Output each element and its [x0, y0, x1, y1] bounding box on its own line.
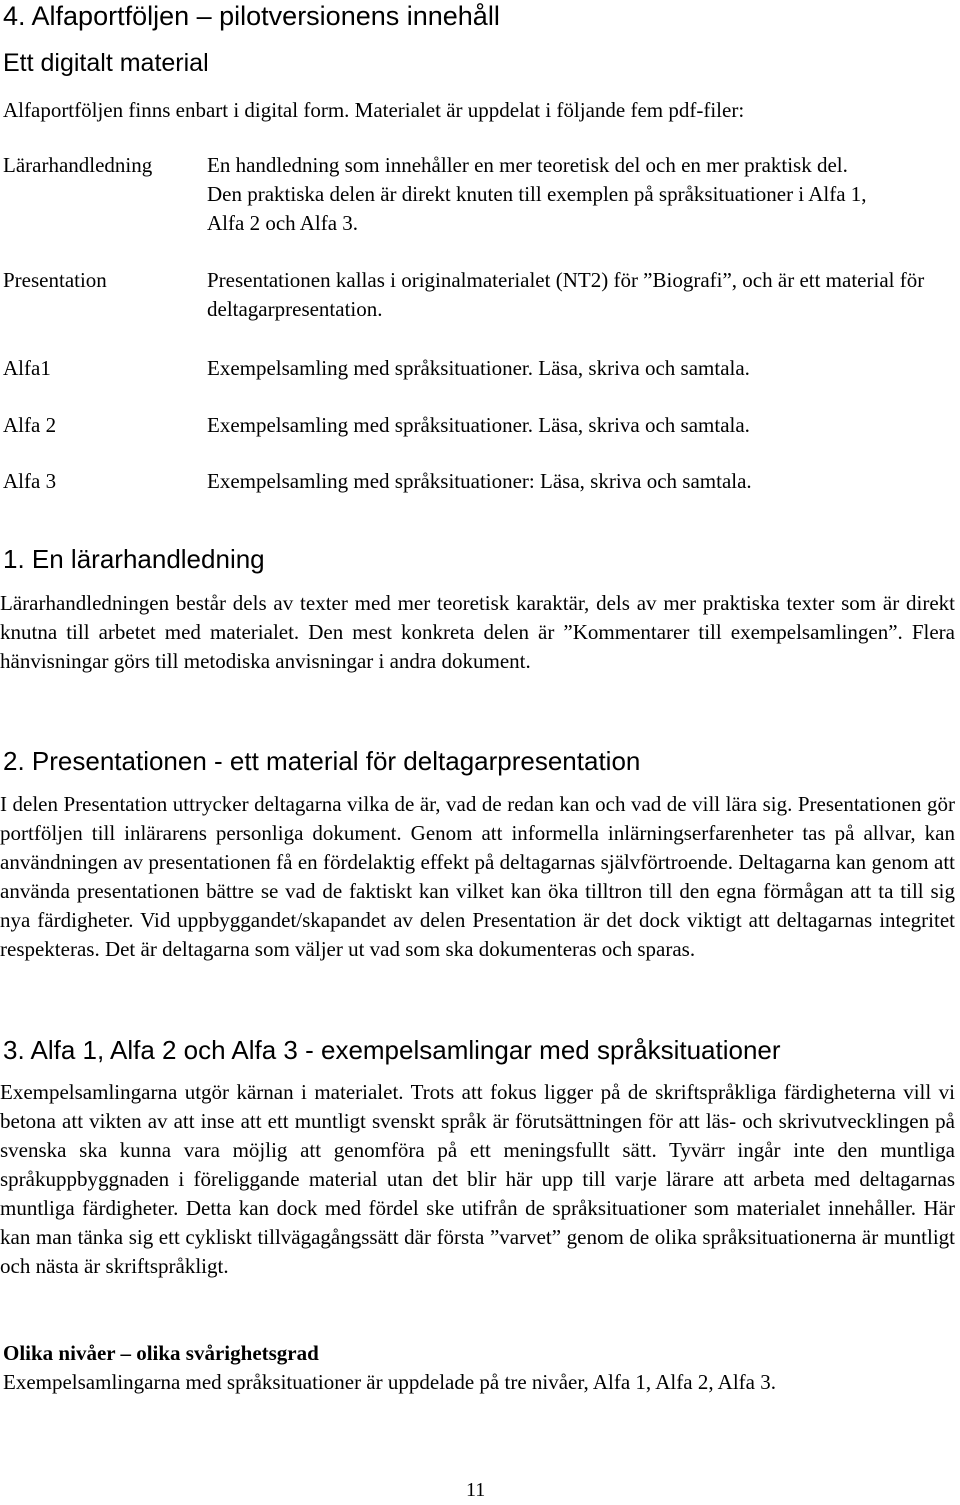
chapter-title: 4. Alfaportföljen – pilotversionens innehåll: [3, 1, 500, 31]
file-label: Alfa 3: [3, 469, 57, 493]
section-heading: 3. Alfa 1, Alfa 2 och Alfa 3 - exempelsamlingar med språksituationer: [3, 1035, 781, 1065]
subtitle: Ett digitalt material: [3, 49, 209, 77]
file-label: Alfa 2: [3, 413, 57, 437]
file-desc: Exempelsamling med språksituationer. Läsa, skriva och samtala.: [207, 413, 750, 437]
intro-text: Alfaportföljen finns enbart i digital form. Materialet är uppdelat i följande fem pdf-filer:: [3, 98, 745, 122]
section-heading: 1. En lärarhandledning: [3, 544, 265, 574]
file-desc: Exempelsamling med språksituationer: Läsa, skriva och samtala.: [207, 469, 752, 493]
section-paragraph: Exempelsamlingarna utgör kärnan i materialet. Trots att fokus ligger på de skriftspråkliga färdigheterna vill vi betona att vikten av att inse att ett muntligt svenskt språk är förutsättningen för att läs- och skrivutvecklingen på svenska ska kunna vara möjlig att genomföra på ett meningsfullt sätt. Tyvärr ingår inte den muntliga språkuppbyggnaden i föreliggande material utan det blir här upp till varje lärare att arbeta med deltagarnas muntliga färdigheter. Detta kan dock med fördel ske utifrån de språksituationer som materialet innehåller. Här kan man tänka sig ett cykliskt tillvägagångssätt där första ”varvet” genom de olika språksituationerna är muntligt och nästa är skriftspråkligt.: [0, 1080, 955, 1278]
file-desc: En handledning som innehåller en mer teoretisk del och en mer praktisk del. Den praktiska delen är direkt knuten till exemplen på språksituationer i Alfa 1, Alfa 2 och Alfa 3.: [207, 153, 867, 235]
file-desc: Exempelsamling med språksituationer. Läsa, skriva och samtala.: [207, 356, 750, 380]
section-paragraph: I delen Presentation uttrycker deltagarna vilka de är, vad de redan kan och vad de vill lära sig. Presentationen gör portföljen till inlärarens personliga dokument. Genom att informella inlärningserfarenheter tas på allvar, kan användningen av presentationen få en fördelaktig effekt på deltagarnas självförtroende. Deltagarna kan genom att använda presentationen bättre se vad de faktiskt kan vilket kan öka tilltron till den egna förmågan att ta till sig nya färdigheter. Vid uppbyggandet/skapandet av delen Presentation är det dock viktigt att deltagarnas integritet respekteras. Det är deltagarna som väljer ut vad som ska dokumenteras och sparas.: [0, 792, 955, 961]
levels-heading: Olika nivåer – olika svårighetsgrad: [3, 1341, 319, 1365]
section-heading: 2. Presentationen - ett material för deltagarpresentation: [3, 746, 641, 776]
section-paragraph: Lärarhandledningen består dels av texter med mer teoretisk karaktär, dels av mer praktiska texter som är direkt knutna till arbetet med materialet. Den mest konkreta delen är ”Kommentarer till exempelsamlingen”. Flera hänvisningar görs till metodiska anvisningar i andra dokument.: [0, 591, 955, 673]
file-label: Alfa1: [3, 356, 51, 380]
file-label: Lärarhandledning: [3, 153, 153, 177]
file-label: Presentation: [3, 268, 107, 292]
file-desc: Presentationen kallas i originalmaterialet (NT2) för ”Biografi”, och är ett material för deltagarpresentation.: [207, 268, 925, 321]
page-number: 11: [466, 1479, 486, 1501]
levels-text: Exempelsamlingarna med språksituationer är uppdelade på tre nivåer, Alfa 1, Alfa 2, Alfa 3.: [3, 1370, 776, 1394]
